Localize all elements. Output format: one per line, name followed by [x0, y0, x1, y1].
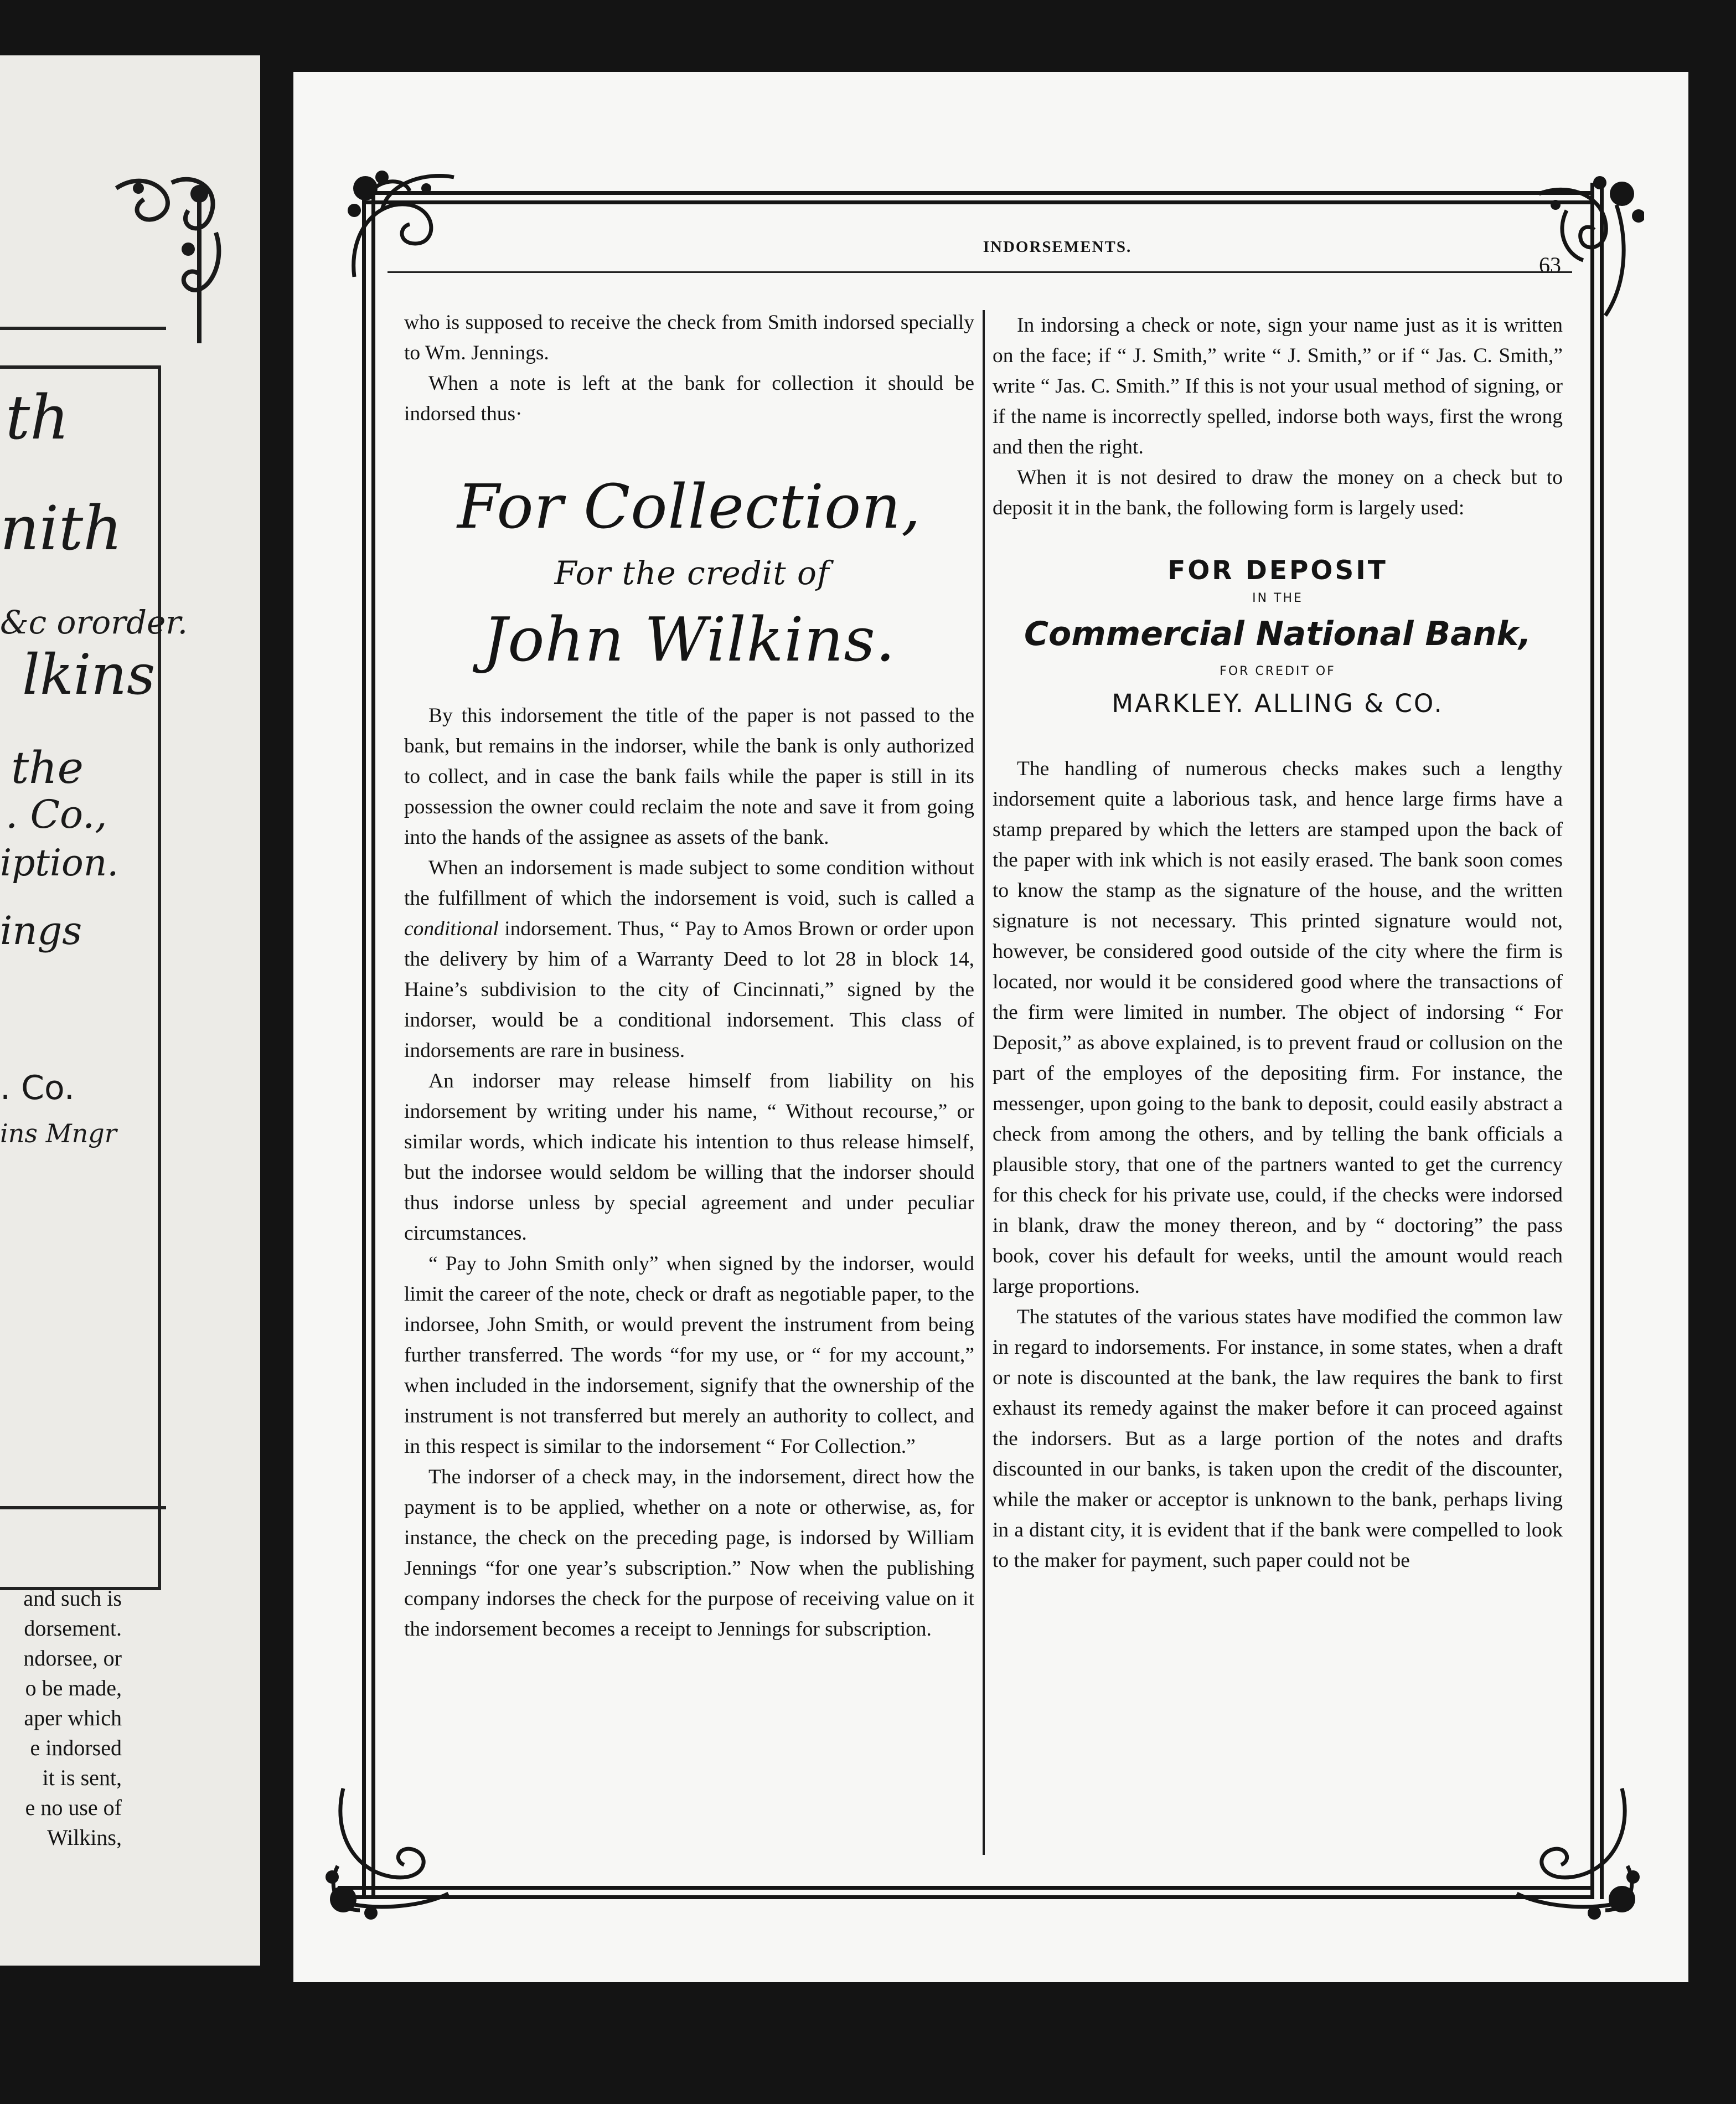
script-indorsement-title: For Collection, — [457, 471, 921, 542]
stamp-firm-name: MARKLEY. ALLING & CO. — [1112, 689, 1444, 718]
corner-flourish-icon — [1500, 1777, 1644, 1921]
left-page-script-fragment: nith — [0, 493, 123, 564]
left-column — [404, 307, 974, 1644]
left-page-text-line: it is sent, — [42, 1765, 122, 1790]
left-page-script-fragment: lkins — [22, 642, 156, 707]
left-page-script-fragment: iption. — [0, 842, 119, 884]
column-divider — [983, 310, 985, 1855]
script-indorsement-name: John Wilkins. — [483, 604, 896, 675]
frame-right-rule — [1600, 183, 1604, 1899]
left-page-text-line: ndorsee, or — [23, 1646, 122, 1670]
corner-flourish-icon — [343, 166, 482, 293]
stamp-bank-name: Commercial National Bank, — [1024, 615, 1532, 653]
left-page-script-fragment: . Co., — [6, 792, 107, 837]
frame-bottom-rule — [338, 1895, 1594, 1899]
left-facing-page — [0, 55, 260, 1966]
frame-right-rule — [1590, 183, 1594, 1899]
emphasis-text: conditional — [404, 917, 499, 940]
paragraph: who is supposed to receive the check from Smith indorsed specially to Wm. Jennings. — [404, 311, 974, 364]
frame-left-rule — [371, 183, 375, 1899]
left-page-script-fragment: &c ororder. — [0, 604, 188, 641]
paragraph: The indorser of a check may, in the indorsement, direct how the payment is to be applied, whether on a note or otherwise, as, for instance, the check on the preceding page, is indorsed by William Jennings “for one year’s subscription.” Now when the publishing company indorses the check for the purpose of receiving value on it the indorsement becomes a receipt to Jennings for subscription. — [404, 1466, 974, 1641]
left-page-text-line: e indorsed — [30, 1735, 122, 1760]
stamp-line: FOR DEPOSIT — [1167, 555, 1388, 586]
left-page-script-fragment: ins Mngr — [0, 1118, 117, 1148]
paragraph-text: When an indorsement is made subject to some condition without the fulfillment of which the indorsement is void, such is called a — [404, 857, 974, 910]
corner-flourish-icon — [321, 1777, 465, 1921]
stamp-line: IN THE — [1252, 591, 1303, 605]
left-page-text-line: o be made, — [25, 1675, 122, 1700]
frame-top-rule — [365, 191, 1594, 195]
paragraph: When a note is left at the bank for collection it should be indorsed thus· — [404, 372, 974, 425]
frame-left-rule — [362, 183, 366, 1899]
frame-bottom-rule — [338, 1886, 1594, 1890]
left-page-script-fragment: the — [11, 742, 84, 793]
right-column — [993, 310, 1563, 1576]
paragraph — [404, 853, 974, 1066]
frame-top-rule — [365, 200, 1594, 204]
paragraph: The statutes of the various states have modified the common law in regard to indorsements. For instance, in some states, when a draft or note is discounted at the bank, the law requires the bank to first exhaust its remedy against the maker before it can proceed against the indorsers. But as a large portion of the notes and drafts discounted in our banks, is taken upon the credit of the discounter, while the maker or acceptor is unknown to the bank, perhaps living in a distant city, it is evident that if the bank were compelled to look to the maker for payment, such paper could not be — [993, 1306, 1563, 1572]
paragraph: “ Pay to John Smith only” when signed by the indorser, would limit the career of the note, check or draft as negotiable paper, to the indorsee, John Smith, or would prevent the instrument from being further transferred. The words “for my use, or “ for my account,” when included in the indorsement, signify that the ownership of the instrument is not transferred but merely an authority to collect, and in this respect is similar to the indorsement “ For Collection.” — [404, 1252, 974, 1458]
left-page-script-fragment: ings — [0, 908, 82, 953]
paragraph: By this indorsement the title of the paper is not passed to the bank, but remains in the indorser, while the bank is only authorized to collect, and in case the bank fails while the paper is still in its possession the owner could reclaim the note and save it from going into the hands of the assignee as assets of the bank. — [404, 704, 974, 849]
deposit-stamp-example — [993, 554, 1563, 723]
paragraph: In indorsing a check or note, sign your name just as it is written on the face; if “ J. Smith,” write “ J. Smith,” or if “ Jas. C. Smith,” write “ Jas. C. Smith.” If this is not your usual method of signing, or if the name is incorrectly spelled, indorse both ways, first the wrong and then the right. — [993, 314, 1563, 458]
left-page-script-fragment: th — [6, 382, 70, 453]
flourish-ornament-icon — [105, 166, 232, 343]
paragraph-text: indorsement. Thus, “ Pay to Amos Brown or order upon the delivery by him of a Warranty Deed to lot 28 in block 14, Haine’s subdivision to the city of Cincinnati,” signed by the indorser, would be a conditional indorsement. This class of indorsements are rare in business. — [404, 917, 974, 1062]
script-indorsement-subtitle: For the credit of — [554, 554, 830, 592]
paragraph: The handling of numerous checks makes such a lengthy indorsement quite a laborious task, and hence large firms have a stamp prepared by which the letters are stamped upon the back of the paper with ink which is not easily erased. The bank soon comes to know the stamp as the signature of the house, and the written signature is not necessary. This printed signature would not, however, be considered good outside of the city where the firm is located, nor would it be considered good where the transactions of the firm were limited in number. The object of indorsing “ For Deposit,” as above explained, is to prevent fraud or collusion on the part of the employes of the depositing firm. For instance, the messenger, upon going to the bank to deposit, could easily abstract a check from among the others, and by telling the bank officials a plausible story, that one of the partners wanted to get the currency for this check for his private use, could, if the checks were indorsed in blank, draw the money thereon, and by “ doctoring” the pass book, cover his default for weeks, until the amount would reach large proportions. — [993, 757, 1563, 1298]
left-page-text-line: and such is — [23, 1586, 122, 1611]
left-page-script-fragment: . Co. — [0, 1069, 75, 1107]
running-head: INDORSEMENTS. — [983, 238, 1132, 256]
stamp-line: FOR CREDIT OF — [1220, 664, 1336, 678]
paragraph: An indorser may release himself from liability on his indorsement by writing under his name, “ Without recourse,” or similar words, which indicate his intention to thus release himself, but the indorsee would seldom be willing that the indorser should thus indorse unless by special agreement and under peculiar circumstances. — [404, 1070, 974, 1245]
header-rule — [388, 271, 1572, 273]
left-page-text-line: e no use of — [25, 1795, 122, 1820]
left-page-text-line: dorsement. — [24, 1616, 122, 1641]
left-page-text-line: aper which — [24, 1705, 122, 1730]
left-page-text-line: Wilkins, — [46, 1825, 122, 1850]
page-number: 63 — [1539, 252, 1561, 277]
paragraph: When it is not desired to draw the money on a check but to deposit it in the bank, the following form is largely used: — [993, 466, 1563, 519]
book-page — [293, 72, 1688, 1982]
